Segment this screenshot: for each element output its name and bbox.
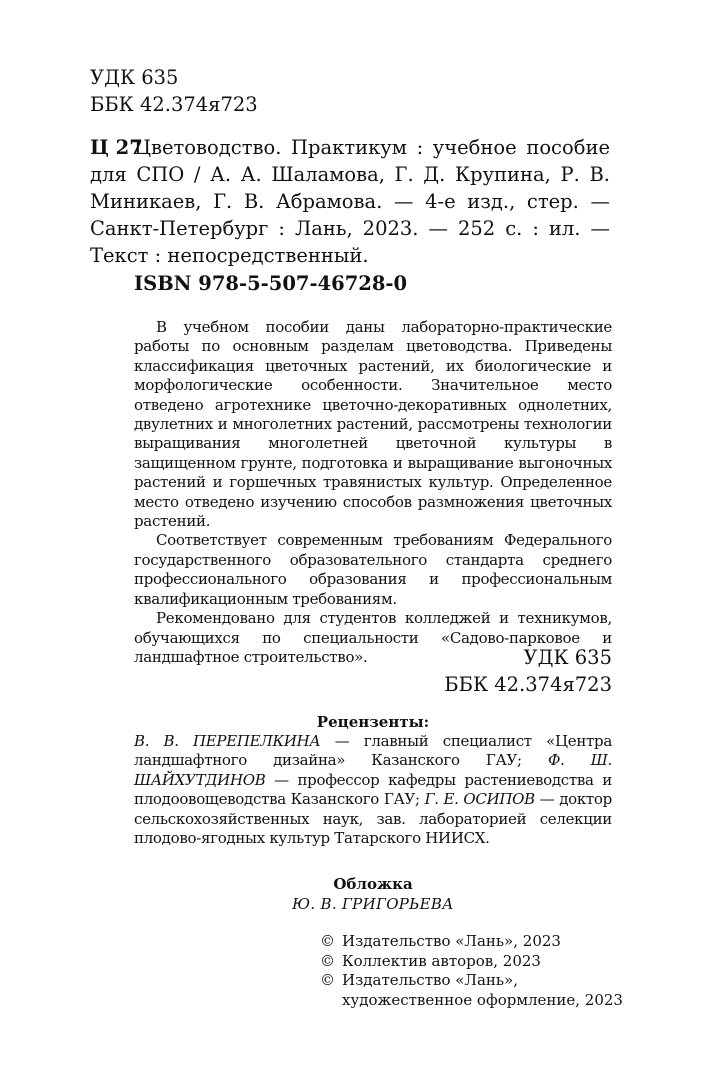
reviewer-description: — главный специалист «Центра ландшафтного дизайна» Казанского ГАУ;: [134, 732, 612, 770]
udk-bbk-block-top: [90, 64, 258, 118]
reviewer-description: — профессор кафедры растениеводства и плодоовощеводства Казанского ГАУ;: [134, 770, 612, 809]
udk-bbk-block-right: [444, 644, 612, 698]
author-mark: Ц 27: [90, 136, 143, 159]
annotation-paragraph: В учебном пособии даны лабораторно-практические работы по основным разделам цветоводства. Приведены классификация цветочных растений, их биологические и морфологические особенности. Значительное место отведено агротехнике цветочно-декоративных однолетних, двулетних и многолетних растений, рассмотрены технологии выращивания многолетней цветочной культуры в защищенном грунте, подготовка и выращивание выгоночных растений и горшечных травянистых культур. Определенное место отведено изучению способов размножения цветочных растений.: [134, 318, 612, 531]
reviewer-name: В. В. ПЕРЕПЕЛКИНА: [134, 732, 321, 750]
copyright-block: [320, 932, 623, 1010]
reviewers-list: [134, 732, 612, 848]
reviewer-description: — доктор сельскохозяйственных наук, зав. лабораторией селекции плодово-ягодных культур Татарского НИИСХ.: [134, 790, 612, 848]
annotation-paragraph: Соответствует современным требованиям Федерального государственного образовательного стандарта среднего профессионального образования и профессиональным квалификационным требованиям.: [134, 531, 612, 608]
udk-code: УДК 635: [523, 646, 612, 669]
bbk-code: ББК 42.374я723: [444, 673, 612, 696]
isbn: ISBN 978-5-507-46728-0: [134, 272, 408, 295]
bibliographic-text: Цветоводство. Практикум : учебное пособие для СПО / А. А. Шаламова, Г. Д. Крупина, Р. В. Миникаев, Г. В. Абрамова. — 4-е изд., стер. — Санкт-Петербург : Лань, 2023. — 252 с. : ил. — Текст : непосредственный.: [90, 136, 610, 267]
reviewer-name: Ф. Ш. ШАЙХУТДИНОВ: [134, 751, 612, 789]
copyright-text: Коллектив авторов, 2023: [342, 951, 541, 970]
copyright-line: [320, 952, 620, 972]
bbk-code: ББК 42.374я723: [90, 93, 258, 116]
copyright-text: Издательство «Лань», 2023: [342, 932, 561, 950]
copyright-line: [320, 971, 620, 991]
bibliographic-description: [90, 134, 610, 269]
copyright-icon: ©: [320, 932, 335, 950]
annotation: [134, 318, 612, 667]
copyright-text: Издательство «Лань»,: [342, 971, 519, 989]
copyright-icon: ©: [320, 971, 335, 989]
cover-artist: Ю. В. ГРИГОРЬЕВА: [292, 895, 454, 913]
copyright-icon: ©: [320, 951, 335, 970]
reviewers-text: [134, 732, 612, 848]
reviewers-title: Рецензенты:: [316, 713, 430, 731]
copyright-line: [320, 932, 620, 952]
annotation-paragraph: Рекомендовано для студентов колледжей и техникумов, обучающихся по специальности «Садово-парковое и ландшафтное строительство».: [134, 609, 612, 666]
cover-title: Обложка: [333, 875, 413, 893]
udk-code: УДК 635: [90, 66, 179, 89]
copyright-text-continuation: художественное оформление, 2023: [342, 990, 623, 1009]
reviewer-name: Г. Е. ОСИПОВ: [424, 790, 535, 809]
